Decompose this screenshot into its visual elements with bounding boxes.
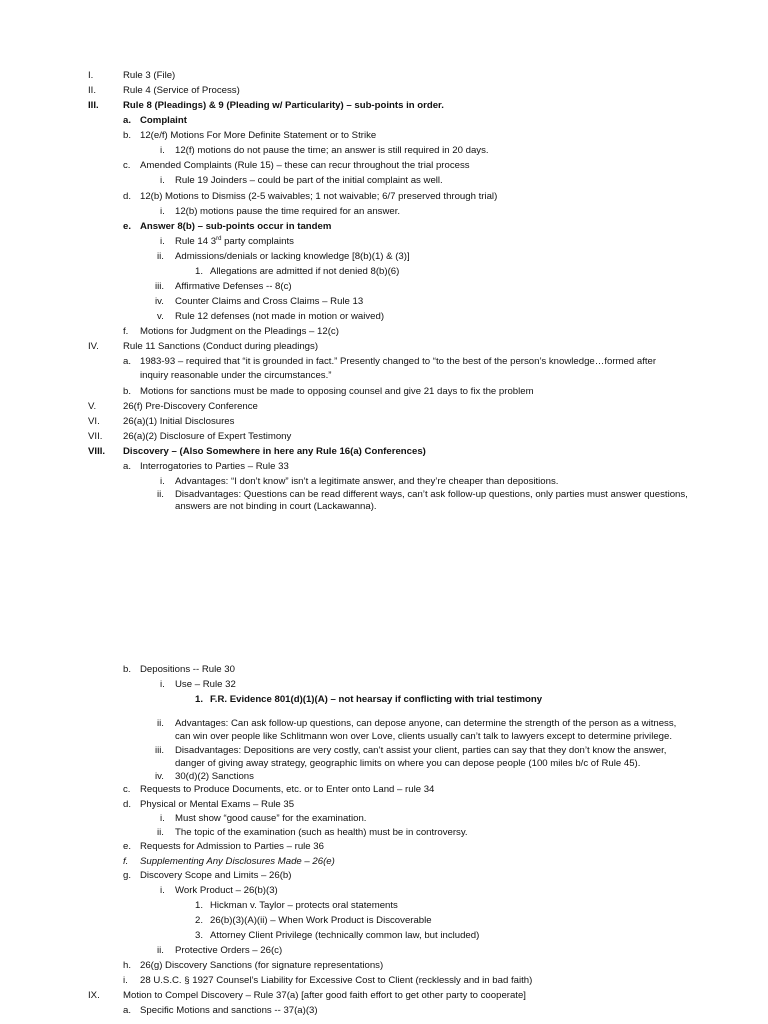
outline-text: Rule 11 Sanctions (Conduct during pleadings)	[123, 341, 319, 352]
outline-marker: 3.	[195, 930, 204, 941]
outline-text: Affirmative Defenses -- 8(c)	[175, 281, 292, 292]
outline-text: Attorney Client Privilege (technically common law, but included)	[210, 930, 480, 941]
outline-text: Advantages: Can ask follow-up questions, can depose anyone, can determine the strength of the person as a witness,	[175, 718, 677, 729]
outline-marker: II.	[88, 85, 96, 96]
outline-marker: i.	[123, 975, 128, 986]
outline-marker: a.	[123, 115, 132, 126]
outline-marker: V.	[88, 401, 97, 412]
outline-marker: i.	[160, 175, 165, 186]
outline-text: Answer 8(b) – sub-points occur in tandem	[140, 221, 332, 232]
outline-text: 12(b) motions pause the time required for an answer.	[175, 206, 401, 217]
outline-text: can win over people like Schlitmann won over Love, clients usually can’t talk to lawyers except to determine privilege.	[175, 731, 672, 742]
outline-marker: ii.	[157, 945, 164, 956]
outline-text: Interrogatories to Parties – Rule 33	[140, 461, 289, 472]
outline-text: 26(a)(2) Disclosure of Expert Testimony	[123, 431, 292, 442]
outline-text: 26(b)(3)(A)(ii) – When Work Product is Discoverable	[210, 915, 432, 926]
outline-text: Counter Claims and Cross Claims – Rule 13	[175, 296, 364, 307]
outline-marker: i.	[160, 885, 165, 896]
outline-text: Advantages: “I don’t know” isn’t a legitimate answer, and they’re cheaper than depositions.	[175, 476, 559, 487]
outline-marker: IV.	[88, 341, 99, 352]
outline-text: 26(f) Pre-Discovery Conference	[123, 401, 258, 412]
outline-marker: b.	[123, 664, 132, 675]
outline-text: Protective Orders – 26(c)	[175, 945, 283, 956]
outline-marker: c.	[123, 160, 131, 171]
outline-text: 12(e/f) Motions For More Definite Statement or to Strike	[140, 130, 377, 141]
outline-text: Disadvantages: Depositions are very costly, can’t assist your client, parties can say that they don’t know the answer,	[175, 745, 667, 756]
outline-text: 12(f) motions do not pause the time; an answer is still required in 20 days.	[175, 145, 489, 156]
outline-text: Requests to Produce Documents, etc. or to Enter onto Land – rule 34	[140, 784, 435, 795]
outline-text: Hickman v. Taylor – protects oral statements	[210, 900, 398, 911]
outline-marker: i.	[160, 236, 165, 247]
outline-marker: h.	[123, 960, 132, 971]
outline-text: inquiry reasonable under the circumstances.”	[140, 370, 332, 381]
outline-marker: III.	[88, 100, 99, 111]
outline-text: F.R. Evidence 801(d)(1)(A) – not hearsay if conflicting with trial testimony	[210, 694, 543, 705]
outline-marker: iii.	[155, 281, 165, 292]
outline-text: Rule 4 (Service of Process)	[123, 85, 240, 96]
outline-text: 12(b) Motions to Dismiss (2-5 waivables; 1 not waivable; 6/7 preserved through trial)	[140, 191, 498, 202]
outline-marker: c.	[123, 784, 131, 795]
outline-marker: i.	[160, 206, 165, 217]
outline-marker: a.	[123, 356, 132, 367]
outline-marker: VII.	[88, 431, 103, 442]
outline-marker: d.	[123, 799, 132, 810]
outline-text: Motion to Compel Discovery – Rule 37(a) [after good faith effort to get other party to cooperate]	[123, 990, 526, 1001]
outline-text: Rule 8 (Pleadings) & 9 (Pleading w/ Particularity) – sub-points in order.	[123, 100, 444, 111]
outline-marker: f.	[123, 856, 129, 867]
outline-text: Work Product – 26(b)(3)	[175, 885, 278, 896]
outline-marker: e.	[123, 221, 132, 232]
outline-text: Discovery Scope and Limits – 26(b)	[140, 870, 292, 881]
outline-marker: ii.	[157, 718, 164, 729]
outline-marker: b.	[123, 386, 132, 397]
outline-marker: a.	[123, 461, 132, 472]
outline-text: Specific Motions and sanctions -- 37(a)(3)	[140, 1005, 318, 1016]
outline-text: 30(d)(2) Sanctions	[175, 771, 254, 782]
outline-text: answers are not binding in court (Lackawanna).	[175, 501, 377, 512]
outline-text: Amended Complaints (Rule 15) – these can recur throughout the trial process	[140, 160, 470, 171]
outline-marker: f.	[123, 326, 129, 337]
outline-marker: v.	[157, 311, 164, 322]
outline-text: 26(a)(1) Initial Disclosures	[123, 416, 235, 427]
outline-marker: IX.	[88, 990, 100, 1001]
outline-text: 28 U.S.C. § 1927 Counsel’s Liability for Excessive Cost to Client (recklessly and in bad faith)	[140, 975, 533, 986]
outline-marker: ii.	[157, 251, 164, 262]
outline-marker: VI.	[88, 416, 100, 427]
outline-text: Allegations are admitted if not denied 8(b)(6)	[210, 266, 400, 277]
outline-marker: i.	[160, 813, 165, 824]
outline-marker: i.	[160, 679, 165, 690]
outline-text: Rule 19 Joinders – could be part of the initial complaint as well.	[175, 175, 443, 186]
outline-marker: 1.	[195, 266, 204, 277]
outline-text: Complaint	[140, 115, 187, 126]
outline-text: 26(g) Discovery Sanctions (for signature representations)	[140, 960, 384, 971]
outline-marker: ii.	[157, 489, 164, 500]
outline-marker: g.	[123, 870, 132, 881]
outline-text: Physical or Mental Exams – Rule 35	[140, 799, 295, 810]
outline-text: Requests for Admission to Parties – rule 36	[140, 841, 324, 852]
outline-marker: I.	[88, 70, 94, 81]
outline-text: 1983-93 – required that “it is grounded in fact.” Presently changed to “to the best of the person’s knowledge…formed after	[140, 356, 657, 367]
outline-marker: 2.	[195, 915, 204, 926]
outline-marker: iv.	[155, 771, 164, 782]
outline-text: Discovery – (Also Somewhere in here any Rule 16(a) Conferences)	[123, 446, 426, 457]
outline-marker: VIII.	[88, 446, 106, 457]
outline-marker: 1.	[195, 694, 204, 705]
outline-marker: iii.	[155, 745, 165, 756]
outline-text: Motions for Judgment on the Pleadings – 12(c)	[140, 326, 339, 337]
outline-marker: d.	[123, 191, 132, 202]
outline-text: Depositions -- Rule 30	[140, 664, 235, 675]
outline-marker: ii.	[157, 827, 164, 838]
outline-marker: 1.	[195, 900, 204, 911]
outline-text: danger of giving away strategy, geographic limits on where you can depose people (100 miles b/c of Rule 45).	[175, 758, 641, 769]
outline-marker: b.	[123, 130, 132, 141]
outline-text: Supplementing Any Disclosures Made – 26(e)	[140, 856, 335, 867]
outline-marker: e.	[123, 841, 132, 852]
outline-text: Rule 3 (File)	[123, 70, 176, 81]
outline-marker: a.	[123, 1005, 132, 1016]
outline-text: Use – Rule 32	[175, 679, 236, 690]
outline-text: Rule 12 defenses (not made in motion or waived)	[175, 311, 385, 322]
outline-marker: i.	[160, 476, 165, 487]
outline-marker: iv.	[155, 296, 164, 307]
outline-text: Must show “good cause” for the examination.	[175, 813, 367, 824]
outline-text: The topic of the examination (such as health) must be in controversy.	[175, 827, 468, 838]
outline-text: Disadvantages: Questions can be read different ways, can’t ask follow-up questions, only parties must answer questions,	[175, 489, 688, 500]
outline-text: Motions for sanctions must be made to opposing counsel and give 21 days to fix the problem	[140, 386, 534, 397]
outline-text: Rule 14 3rd party complaints	[175, 236, 294, 247]
outline-text: Admissions/denials or lacking knowledge [8(b)(1) & (3)]	[175, 251, 410, 262]
outline-marker: i.	[160, 145, 165, 156]
